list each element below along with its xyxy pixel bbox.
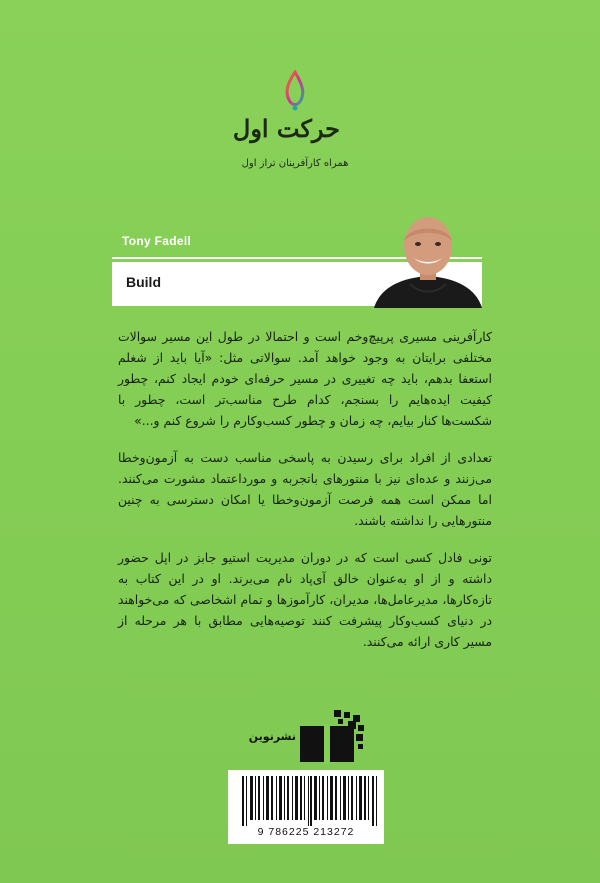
barcode	[228, 770, 384, 844]
blurb-paragraph: کارآفرینی مسیری پرپیچ‌وخم است و احتمالا در طول این مسیر سوالات مختلفی برایتان به وجود خواهد آمد. سوالاتی مثل: «آیا باید از شغلم استعفا بدهم، باید چه تغییری در مسیر حرفه‌ای خودم ایجاد کنم، چطور کیفیت ایده‌هایم را بسنجم، کدام طرح مناسب‌تر است، چطور با شکست‌ها کنار بیایم، چه زمان و چطور کسب‌وکارم را شروع کنم و...»	[118, 329, 492, 428]
author-portrait	[370, 212, 486, 308]
blurb-paragraph: تعدادی از افراد برای رسیدن به پاسخی مناسب دست به آزمون‌وخطا می‌زنند و عده‌ای نیز با منتورهای باتجربه و مورداعتماد مشورت می‌کنند. اما ممکن است همه فرصت آزمون‌وخطا یا امکان دسترسی به چنین منتورهایی را نداشته باشند.	[118, 450, 492, 528]
blurb-paragraph: تونی فادل کسی است که در دوران مدیریت استیو جابز در اپل حضور داشته و از او به‌عنوان خالق آی‌پاد نام می‌برند. او در این کتاب به تازه‌کارها، مدیرعامل‌ها، مدیران، کارآموزها و تمام اشخاصی که می‌خواهند در دنیای کسب‌وکار پیشرفت کنند توصیه‌هایی مطابق با هر مرحله از مسیر کاری ارائه می‌کنند.	[118, 550, 492, 649]
book-title: Build	[126, 274, 161, 290]
publisher-name: نشرنوین	[248, 730, 296, 743]
author-photo	[370, 212, 486, 308]
barcode-icon	[242, 776, 378, 826]
isbn-number: 9 786225 213272	[257, 826, 355, 838]
author-name: Tony Fadell	[122, 234, 192, 248]
blurb	[118, 326, 492, 668]
book-logo-icon	[300, 710, 366, 766]
publisher-logo	[240, 708, 370, 770]
flame-icon	[282, 70, 308, 112]
series-title: حرکت اول	[232, 114, 340, 143]
series-logo	[232, 70, 349, 190]
series-tagline: همراه کارآفرینان تراز اول	[241, 158, 349, 169]
